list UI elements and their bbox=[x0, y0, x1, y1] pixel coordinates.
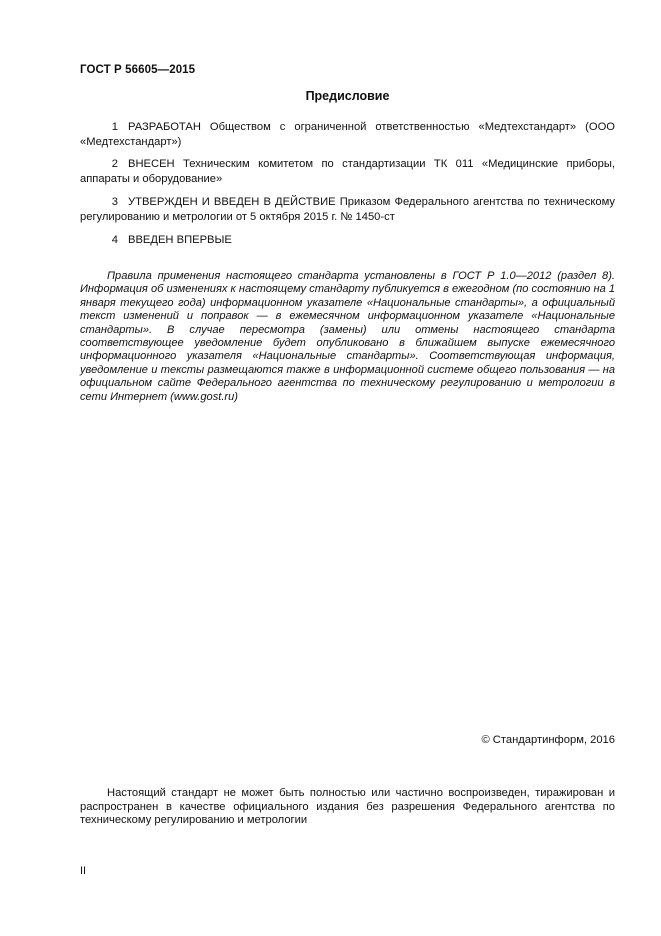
document-code: ГОСТ Р 56605—2015 bbox=[80, 64, 196, 76]
item-number: 4 bbox=[111, 234, 118, 246]
application-rules-note: Правила применения настоящего стандарта установлены в ГОСТ Р 1.0—2012 (раздел 8). Информация об изменениях к настоящему стандарту публикуется в ежегодном (по состоянию на 1 января текущего года) информационном указателе «Национальные стандарты», а официальный текст изменений и поправок — в ежемесячном информационном указателе «Национальные стандарты». В случае пересмотра (замены) или отмены настоящего стандарта соответствующее уведомление будет опубликовано в ближайшем выпуске ежемесячного информационного указателя «Национальные стандарты». Соответствующая информация, уведомление и тексты размещаются также в информационной системе общего пользования — на официальном сайте Федерального агентства по техническому регулированию и метрологии в сети Интернет (www.gost.ru) bbox=[80, 270, 615, 403]
foreword-item-1 bbox=[80, 120, 615, 149]
foreword-item-2 bbox=[80, 157, 615, 186]
page-number: II bbox=[80, 865, 87, 877]
item-text: ВВЕДЕН ВПЕРВЫЕ bbox=[128, 234, 232, 246]
item-text: РАЗРАБОТАН Обществом с ограниченной ответственностью «Медтехстандарт» (ООО «Медтехстандарт») bbox=[80, 121, 615, 148]
item-text: УТВЕРЖДЕН И ВВЕДЕН В ДЕЙСТВИЕ Приказом Федерального агентства по техническому регулированию и метрологии от 5 октября 2015 г. № 1450-ст bbox=[80, 196, 615, 223]
item-number: 1 bbox=[111, 121, 118, 133]
copyright-line: © Стандартинформ, 2016 bbox=[481, 734, 615, 746]
page-title: Предисловие bbox=[305, 89, 390, 103]
item-text: ВНЕСЕН Техническим комитетом по стандартизации ТК 011 «Медицинские приборы, аппараты и оборудование» bbox=[80, 158, 615, 185]
foreword-item-3 bbox=[80, 195, 615, 224]
item-number: 2 bbox=[111, 158, 118, 170]
item-number: 3 bbox=[111, 196, 118, 208]
foreword-item-4 bbox=[80, 233, 615, 248]
reproduction-notice: Настоящий стандарт не может быть полностью или частично воспроизведен, тиражирован и распространен в качестве официального издания без разрешения Федерального агентства по техническому регулированию и метрологии bbox=[80, 787, 615, 827]
